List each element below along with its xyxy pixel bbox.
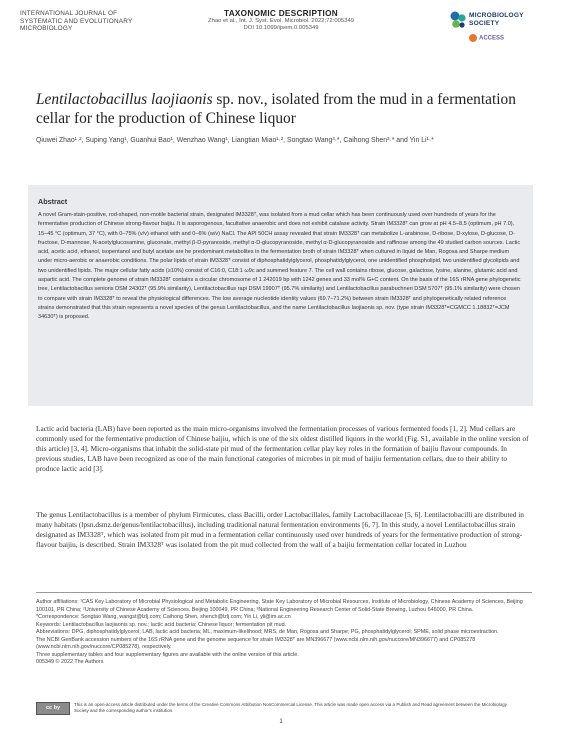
- abstract-heading: Abstract: [38, 197, 68, 206]
- microbiology-society-logo: [449, 8, 549, 56]
- keywords: Keywords: Lentilactobacillus laojiaonis sp. nov.; lactic acid bacteria; Chinese liquor; fermentation pit mud.: [36, 621, 287, 628]
- journal-name-line2: SYSTEMATIC AND EVOLUTIONARY: [20, 17, 133, 25]
- body-paragraph: The genus Lentilactobacillus is a member of phylum Firmicutes, class Bacilli, order Lactobacillales, family Lactobacillaceae [5, 6]. Lentilactobacilli are distributed in many habitats (lpsn.dsmz.de/genus/lentilactobacillus), including traditional natural fermentation environments [6, 7]. In this study, a novel Lentilactobacillus strain designated as IM3328ᵀ, which was isolated from pit mud in a fermentation cellar continuously used over hundreds of years for the fermentative production of strong-flavour baijiu, is described. Strain IM3328ᵀ was isolated from the pit mud collected from the wall of a baijiu fermentation cellar located in Luzhou: [36, 510, 524, 549]
- footnote-divider: [36, 592, 532, 593]
- society-logo-icon: [449, 10, 467, 30]
- logo-line1: MICROBIOLOGY: [469, 12, 524, 19]
- abstract-text: A novel Gram-stain-positive, rod-shaped, non-motile bacterial strain, designated IM3328ᵀ, was isolated from a mud cellar which has been continuously used over hundreds of years for the fermentative production of Chinese strong-flavour baijiu. It is asporogenous, facultative anaerobic and does not exhibit catalase activity. Strain IM3328ᵀ can grow at pH 4.5–8.5 (optimum, pH 7.0), 15–45 °C (optimum, 37 °C), with 0–75% (v/v) ethanol with and 0–6% (w/v) NaCl. The API 50CH assay revealed that strain IM3328ᵀ can metabolize L-arabinose, D-ribose, D-xylose, D-glucose, D-fructose, D-mannose, N-acetylglucosamine, gluconate, methyl β-D-pyranoside, methyl α-D-glucopyranoside, methyl α-D-glucopyranoside and raffinose among the 49 studied carbon sources. Lactic acid, acetic acid, ethanol, isopentanol and butyl acetate are he predominant metabolites in the fermentation broth of strain IM3328ᵀ when cultured in liquid de Man, Rogosa and Sharpe medium under micro-aerobic or anaerobic conditions. The polar lipids of strain IM3328ᵀ consist of diphosphatidylglycerol, phosphatidylglycerol, one unidentified phospholipid, two unidentified glycolipids and two unidentified lipids. The major cellular fatty acids (≥10%) consist of C16:0, C18:1 ω9c and summed feature 7. The cell wall contains ribose, glucose, galactose, lysine, alanine, glutamic acid and aspartic acid. The complete genome of strain IM3328ᵀ contains a circular chromosome of 1 242019 bp with 1242 genes and 33 mol% G+C content. On the basis of the 16S rRNA gene phylogenetic tree, Lentilactobacillus senioris DSM 24302ᵀ (95.9% similarity), Lentilactobacillus rapi DSM 19907ᵀ (95.7% similarity) and Lentilactobacillus parabuchneri DSM 5707ᵀ (95.1% similarity) were chosen to compare with strain IM3328ᵀ to reveal the physiological differences. The low average nucleotide identity values (69.7–71.2%) between strain IM3328ᵀ and phylogenetically related reference strains demonstrated that this strain represents a novel species of the genus Lentilactobacillus, and the name Lentilactobacillus laojiaonis sp. nov. (type strain IM3328ᵀ=CGMCC 1.18832ᵀ=JCM 34630ᵀ) is proposed.: [38, 212, 521, 321]
- footnotes: [36, 599, 532, 667]
- article-title: [36, 90, 536, 128]
- body-paragraph: Lactic acid bacteria (LAB) have been reported as the main micro-organisms involved the fermentation processes of various fermented foods [1, 2]. Mud cellars are commonly used for the fermentative production of Chinese baijiu, which is one of the six oldest distilled liquors in the world (Fig. S1, available in the online version of this article) [3, 4]. Micro-organisms that inhabit the solid-state pit mud of the fermentation cellar play key roles in the formation of baijiu flavour compounds. In previous studies, LAB have been recognized as one of the main functional categories of microbes in pit mud of baijiu fermentation cellars, due to their ability to produce lactic acid [3].: [36, 424, 529, 473]
- citation: Zhao et al., Int. J. Syst. Evol. Microbiol. 2022;72:005349: [207, 18, 355, 24]
- title-species: Lentilactobacillus laojiaonis: [36, 91, 213, 108]
- correspondence: *Correspondence: Songtao Wang, wangst@lzlj.com; Caihong Shen, shench@lzlj.com; Yin Li, yli@im.ac.cn: [36, 614, 291, 621]
- author-list: Qiuwei Zhao¹·², Suping Yang¹, Guanhui Bao¹, Wenzhao Wang¹, Liangtian Miao¹·², Songtao Wang³·*, Caihong Shen³·* and Yin Li¹·*: [36, 137, 434, 144]
- open-access-badge: [469, 34, 504, 42]
- logo-line2: SOCIETY: [469, 19, 500, 27]
- creative-commons-badge: cc by: [36, 702, 70, 715]
- license-text: This is an open-access article distributed under the terms of the Creative Commons Attribution NonCommercial License. This article was made open access via a Publish and Read agreement between the Microbiology Society and the corresponding author's institution.: [74, 702, 507, 713]
- article-id-copyright: 005349 © 2022 The Authors: [36, 659, 104, 666]
- open-access-icon: [469, 34, 477, 42]
- abbreviations: Abbreviations: DPG, diphosphatidylglycerol; LAB, lactic acid bacteria; ML, maximum-likelihood; MRS, de Man, Rogosa and Sharpe; PG, phosphatidylglycerol; SPME, solid phase microextraction.: [36, 629, 499, 636]
- page-number: 1: [279, 719, 283, 725]
- title-rest: sp. nov., isolated from the mud in a fermentation cellar for the production of Chinese liquor: [36, 91, 516, 127]
- article-header: [148, 9, 414, 33]
- doi-link[interactable]: DOI 10.1099/ijsem.0.005349: [243, 25, 319, 32]
- open-access-label: ACCESS: [479, 35, 505, 42]
- section-label: TAXONOMIC DESCRIPTION: [224, 9, 338, 18]
- supplementary-note: Three supplementary tables and four supplementary figures are available with the online version of this article.: [36, 651, 299, 658]
- journal-name-line1: INTERNATIONAL JOURNAL OF: [20, 10, 118, 17]
- genbank-accession: The NCBI GenBank accession numbers of the 16S rRNA gene and the genome sequence for strain IM3328ᵀ are MN396677 (www.ncbi.nlm.nih.gov/nuccore/MN396677) and CP085278 (www.ncbi.nlm.nih.gov/nuccore/CP085278), respectively.: [36, 636, 476, 651]
- journal-name-line3: MICROBIOLOGY: [20, 25, 73, 33]
- author-affiliations: Author affiliations: ¹CAS Key Laboratory of Microbial Physiological and Metabolic Engineering, State Key Laboratory of Microbial Resources, Institute of Microbiology, Chinese Academy of Sciences, Beijing 100101, PR China; ²University of Chinese Academy of Sciences, Beijing 100049, PR China; ³National Engineering Research Center of Solid-State Brewing, Luzhou 646000, PR China.: [36, 599, 523, 613]
